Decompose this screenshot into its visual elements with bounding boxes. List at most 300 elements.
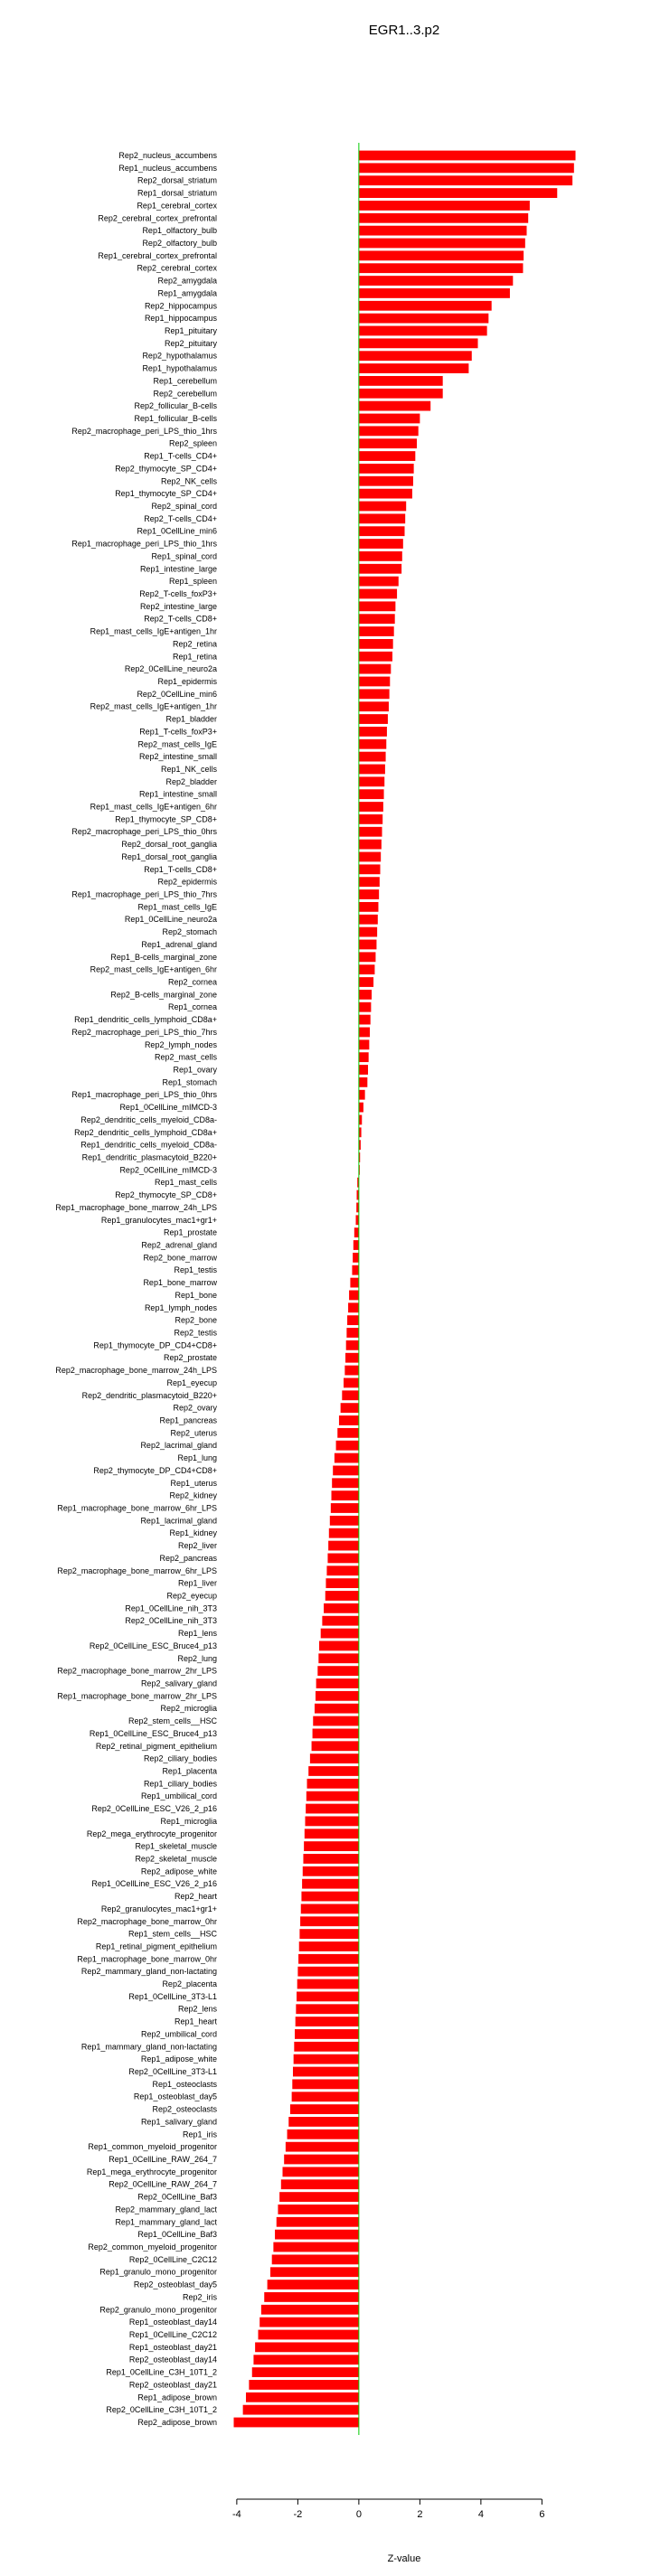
category-label: Rep1_common_myeloid_progenitor — [88, 2142, 217, 2152]
bar — [359, 852, 381, 862]
bar — [359, 502, 406, 512]
category-label: Rep1_mammary_gland_lact — [115, 2217, 217, 2227]
category-label: Rep1_lung — [177, 1453, 217, 1463]
bar — [318, 1653, 359, 1663]
bar — [306, 1804, 359, 1814]
bar — [359, 639, 393, 649]
bar — [313, 1729, 359, 1739]
bar — [359, 239, 525, 249]
category-label: Rep2_microglia — [160, 1704, 217, 1714]
bar — [359, 551, 402, 561]
x-tick-label: 0 — [355, 2509, 362, 2520]
category-label: Rep2_T-cells_CD4+ — [144, 513, 217, 523]
category-label: Rep2_T-cells_foxP3+ — [139, 588, 217, 598]
category-label: Rep1_adipose_brown — [137, 2393, 217, 2402]
bar — [359, 1002, 372, 1012]
category-label: Rep1_T-cells_foxP3+ — [139, 727, 217, 737]
category-label: Rep2_testis — [174, 1328, 217, 1338]
category-label: Rep1_lymph_nodes — [144, 1302, 217, 1312]
category-label: Rep1_lens — [177, 1629, 217, 1639]
bar — [347, 1315, 359, 1325]
bar — [359, 714, 388, 724]
category-label: Rep2_cornea — [167, 977, 217, 987]
bar — [359, 990, 372, 1000]
category-label: Rep1_macrophage_bone_marrow_6hr_LPS — [57, 1503, 217, 1513]
bar — [359, 301, 492, 311]
category-label: Rep2_cerebral_cortex_prefrontal — [98, 213, 217, 223]
category-label: Rep2_mast_cells_IgE+antigen_6hr — [90, 964, 217, 974]
bar — [297, 1967, 359, 1977]
x-axis — [232, 2499, 544, 2520]
category-label: Rep2_granulocytes_mac1+gr1+ — [100, 1904, 217, 1913]
category-label: Rep2_macrophage_bone_marrow_24h_LPS — [55, 1366, 217, 1376]
bar — [359, 564, 401, 574]
category-label: Rep2_bone_marrow — [143, 1253, 217, 1263]
bars-group — [234, 151, 576, 2428]
category-label: Rep2_bone — [175, 1315, 217, 1325]
category-label: Rep1_skeletal_muscle — [135, 1841, 217, 1851]
bar — [307, 1779, 359, 1789]
category-label: Rep2_0CellLine_mIMCD-3 — [119, 1165, 217, 1175]
bar — [346, 1340, 359, 1350]
bar — [275, 2230, 359, 2240]
category-label: Rep2_0CellLine_ESC_V26_2_p16 — [91, 1804, 217, 1814]
bar — [336, 1441, 359, 1451]
category-label: Rep1_mast_cells — [154, 1178, 217, 1188]
category-label: Rep1_olfactory_bulb — [142, 226, 217, 236]
bar — [249, 2380, 359, 2390]
category-label: Rep1_macrophage_bone_marrow_0hr — [77, 1954, 217, 1964]
bar — [305, 1829, 359, 1838]
category-label: Rep1_spinal_cord — [151, 551, 217, 561]
category-label: Rep2_common_myeloid_progenitor — [88, 2242, 217, 2252]
bar — [359, 789, 384, 799]
category-label: Rep1_microglia — [160, 1816, 217, 1826]
category-label: Rep2_cerebellum — [153, 389, 217, 399]
category-label: Rep2_olfactory_bulb — [142, 238, 217, 248]
bar — [332, 1490, 359, 1500]
category-label: Rep1_macrophage_peri_LPS_thio_1hrs — [71, 539, 217, 549]
bar — [359, 288, 510, 298]
category-label: Rep2_bladder — [165, 776, 217, 786]
category-label: Rep2_dendritic_cells_myeloid_CD8a- — [80, 1114, 217, 1124]
category-label: Rep1_cerebellum — [153, 376, 217, 386]
category-label: Rep1_bone_marrow — [143, 1278, 217, 1288]
category-label: Rep2_amygdala — [157, 276, 217, 286]
bar — [324, 1603, 359, 1613]
bar — [359, 1090, 365, 1100]
bar — [319, 1641, 359, 1651]
bar — [359, 877, 380, 887]
category-label: Rep2_osteoblast_day21 — [128, 2380, 217, 2390]
category-label: Rep1_mega_erythrocyte_progenitor — [86, 2167, 217, 2176]
bar — [304, 1841, 359, 1851]
bar — [301, 1892, 358, 1902]
bar — [277, 2217, 359, 2227]
bar — [359, 652, 392, 662]
category-label: Rep1_heart — [174, 2017, 217, 2026]
bar — [317, 1666, 359, 1676]
bar — [359, 1039, 369, 1049]
category-label: Rep1_dendritic_plasmacytoid_B220+ — [81, 1152, 217, 1162]
bar — [350, 1278, 358, 1288]
bar — [333, 1466, 359, 1476]
category-label: Rep2_pituitary — [164, 338, 217, 348]
bar — [339, 1415, 359, 1425]
category-label: Rep1_salivary_gland — [140, 2117, 217, 2127]
category-label: Rep2_eyecup — [166, 1591, 217, 1601]
bar — [359, 614, 395, 624]
category-label: Rep2_lung — [177, 1653, 217, 1663]
category-label: Rep1_granulo_mono_progenitor — [99, 2267, 217, 2277]
bar — [359, 1103, 363, 1113]
bar — [359, 451, 415, 461]
category-label: Rep2_stem_cells__HSC — [127, 1716, 217, 1726]
bar — [302, 1879, 359, 1889]
bar — [359, 739, 386, 749]
category-label: Rep1_liver — [177, 1578, 217, 1588]
category-label: Rep1_macrophage_peri_LPS_thio_0hrs — [71, 1090, 217, 1100]
bar — [359, 213, 528, 223]
category-label: Rep2_iris — [182, 2292, 217, 2302]
category-label: Rep2_stomach — [162, 927, 217, 937]
category-label: Rep2_lens — [177, 2004, 217, 2014]
category-label: Rep1_amygdala — [157, 288, 217, 298]
category-label: Rep1_NK_cells — [160, 764, 217, 774]
category-label: Rep2_lymph_nodes — [144, 1039, 217, 1049]
category-label: Rep1_0CellLine_RAW_264_7 — [108, 2155, 217, 2165]
bar — [359, 889, 379, 899]
bar — [359, 476, 413, 486]
category-label: Rep1_kidney — [169, 1528, 217, 1538]
category-label: Rep1_osteoblast_day14 — [128, 2317, 217, 2327]
bar — [359, 526, 405, 536]
category-label: Rep2_liver — [177, 1541, 217, 1551]
category-label: Rep1_0CellLine_Baf3 — [137, 2230, 217, 2240]
category-label: Rep2_dorsal_striatum — [137, 175, 217, 185]
bar — [346, 1328, 359, 1338]
bar — [255, 2342, 359, 2352]
bar — [283, 2167, 359, 2176]
bar — [359, 376, 443, 386]
category-label: Rep1_0CellLine_C3H_10T1_2 — [106, 2367, 217, 2377]
category-label: Rep1_eyecup — [166, 1377, 217, 1387]
category-label: Rep2_dendritic_cells_lymphoid_CD8a+ — [74, 1127, 217, 1137]
category-label: Rep2_ovary — [173, 1403, 217, 1413]
category-label: Rep2_0CellLine_Baf3 — [137, 2192, 217, 2202]
bar — [328, 1541, 359, 1551]
bar — [259, 2317, 359, 2327]
category-label: Rep1_osteoblast_day5 — [133, 2092, 217, 2101]
bar — [270, 2267, 359, 2277]
category-label: Rep2_spleen — [168, 438, 217, 448]
category-label: Rep1_cornea — [167, 1002, 217, 1012]
category-label: Rep1_spleen — [168, 577, 217, 587]
bar — [286, 2142, 359, 2152]
bar — [359, 263, 524, 273]
bar — [337, 1428, 359, 1438]
bar — [293, 2067, 359, 2077]
bar — [305, 1816, 358, 1826]
category-label: Rep2_NK_cells — [160, 476, 217, 486]
bar — [359, 664, 391, 674]
category-label: Rep1_hypothalamus — [142, 363, 217, 373]
category-label: Rep2_0CellLine_ESC_Bruce4_p13 — [89, 1641, 217, 1650]
bar — [359, 351, 472, 361]
category-label: Rep2_spinal_cord — [151, 501, 217, 511]
category-label: Rep2_heart — [174, 1892, 217, 1902]
bar — [359, 902, 379, 912]
category-label: Rep2_hippocampus — [144, 301, 217, 311]
category-label: Rep1_dorsal_striatum — [137, 188, 217, 198]
category-label: Rep2_macrophage_bone_marrow_0hr — [77, 1916, 217, 1926]
category-label: Rep2_osteoblast_day14 — [128, 2355, 217, 2364]
bar — [259, 2330, 359, 2340]
bar — [331, 1503, 359, 1513]
category-label: Rep1_osteoclasts — [152, 2079, 217, 2089]
category-label: Rep2_retinal_pigment_epithelium — [95, 1741, 217, 1751]
category-label: Rep2_T-cells_CD8+ — [144, 614, 217, 624]
category-label: Rep2_0CellLine_3T3-L1 — [128, 2067, 217, 2077]
category-label: Rep2_lacrimal_gland — [140, 1441, 217, 1451]
bar — [359, 752, 386, 762]
bar — [359, 577, 399, 587]
category-label: Rep1_thymocyte_SP_CD4+ — [115, 489, 217, 499]
bar — [348, 1302, 359, 1312]
category-label: Rep2_granulo_mono_progenitor — [99, 2305, 217, 2315]
category-label: Rep1_ciliary_bodies — [143, 1779, 217, 1789]
category-label: Rep2_0CellLine_neuro2a — [124, 664, 217, 674]
category-label: Rep1_testis — [174, 1265, 217, 1275]
bar — [359, 601, 396, 611]
category-label: Rep2_macrophage_peri_LPS_thio_7hrs — [71, 1027, 217, 1037]
category-label: Rep1_macrophage_peri_LPS_thio_7hrs — [71, 889, 217, 899]
category-label: Rep2_follicular_B-cells — [134, 401, 217, 411]
chart-title: EGR1..3.p2 — [368, 23, 440, 38]
category-label: Rep1_T-cells_CD8+ — [144, 864, 217, 874]
category-label: Rep1_osteoblast_day21 — [128, 2342, 217, 2352]
category-label: Rep1_hippocampus — [144, 314, 217, 324]
bar — [359, 589, 397, 599]
bar — [326, 1591, 359, 1601]
category-label: Rep1_thymocyte_SP_CD8+ — [115, 814, 217, 824]
bar — [335, 1453, 359, 1463]
category-label: Rep1_0CellLine_nih_3T3 — [125, 1603, 217, 1613]
bar — [288, 2129, 359, 2139]
bar — [297, 1979, 359, 1989]
category-label: Rep1_ovary — [173, 1065, 217, 1075]
bar — [359, 513, 405, 523]
bar — [359, 689, 390, 699]
category-label: Rep2_intestine_large — [139, 601, 217, 611]
bar — [359, 314, 488, 324]
category-label: Rep2_ciliary_bodies — [143, 1753, 217, 1763]
category-label: Rep2_mammary_gland_lact — [115, 2205, 217, 2214]
bar — [310, 1753, 359, 1763]
category-label: Rep2_mega_erythrocyte_progenitor — [86, 1829, 217, 1838]
bar — [345, 1353, 359, 1363]
category-label: Rep2_adrenal_gland — [141, 1240, 217, 1250]
bar — [261, 2305, 359, 2315]
bar — [321, 1629, 359, 1639]
category-label: Rep2_pancreas — [159, 1553, 217, 1563]
bar — [349, 1291, 359, 1301]
bar — [359, 326, 487, 336]
bar — [288, 2117, 359, 2127]
category-label: Rep2_nucleus_accumbens — [118, 151, 217, 160]
bar — [359, 338, 478, 348]
category-label: Rep1_retinal_pigment_epithelium — [95, 1941, 217, 1951]
bar — [344, 1366, 359, 1376]
bar — [330, 1516, 359, 1526]
category-label: Rep1_nucleus_accumbens — [118, 163, 217, 173]
category-label: Rep1_0CellLine_neuro2a — [124, 915, 217, 925]
category-label: Rep1_T-cells_CD4+ — [144, 451, 217, 461]
bar — [268, 2280, 359, 2289]
bar — [359, 175, 572, 185]
bar — [354, 1240, 359, 1250]
category-label: Rep1_thymocyte_DP_CD4+CD8+ — [93, 1340, 217, 1350]
category-label: Rep2_placenta — [162, 1979, 217, 1989]
bar — [303, 1854, 358, 1864]
category-label: Rep2_osteoblast_day5 — [133, 2280, 217, 2289]
category-label: Rep1_pituitary — [164, 325, 217, 335]
bar — [359, 626, 394, 636]
bar — [359, 915, 378, 925]
category-label: Rep1_adrenal_gland — [141, 939, 217, 949]
bar — [359, 727, 387, 737]
bar — [359, 840, 382, 850]
bar — [313, 1716, 359, 1726]
category-label: Rep2_mast_cells_IgE+antigen_1hr — [90, 701, 217, 711]
bar — [359, 163, 574, 173]
bar — [359, 964, 375, 974]
bar — [297, 1991, 359, 2001]
bar — [359, 1065, 368, 1075]
bar — [315, 1704, 359, 1714]
category-label: Rep1_macrophage_bone_marrow_24h_LPS — [55, 1202, 217, 1212]
bar — [308, 1766, 359, 1776]
x-axis-label: Z-value — [387, 2553, 421, 2564]
bar — [281, 2179, 359, 2189]
bar — [326, 1565, 358, 1575]
category-label: Rep1_B-cells_marginal_zone — [110, 952, 217, 962]
bar — [353, 1253, 359, 1263]
bar — [279, 2192, 359, 2202]
category-label: Rep2_intestine_small — [138, 752, 217, 762]
bar — [300, 1916, 359, 1926]
bar — [253, 2355, 358, 2364]
bar — [359, 1015, 371, 1025]
bar — [246, 2393, 359, 2402]
category-label: Rep1_0CellLine_ESC_Bruce4_p13 — [89, 1728, 217, 1738]
category-label: Rep2_macrophage_peri_LPS_thio_1hrs — [71, 426, 217, 436]
bar — [359, 151, 576, 161]
category-label: Rep1_mast_cells_IgE — [137, 902, 217, 912]
x-tick-label: -4 — [231, 2509, 241, 2520]
category-label: Rep1_cerebral_cortex_prefrontal — [98, 250, 217, 260]
bar — [359, 489, 412, 499]
bar — [359, 401, 430, 411]
category-label: Rep2_skeletal_muscle — [135, 1854, 217, 1864]
category-label: Rep1_0CellLine_C2C12 — [128, 2330, 217, 2340]
category-label: Rep2_mammary_gland_non-lactating — [80, 1967, 217, 1977]
category-label: Rep2_0CellLine_C2C12 — [128, 2254, 217, 2264]
bar — [359, 363, 469, 373]
x-tick-label: 4 — [477, 2509, 484, 2520]
bar — [332, 1478, 359, 1488]
bar — [234, 2418, 359, 2428]
category-label: Rep2_retina — [172, 639, 217, 649]
category-labels-group — [55, 151, 217, 2427]
category-label: Rep2_thymocyte_SP_CD8+ — [115, 1190, 217, 1200]
bar — [295, 2029, 359, 2039]
x-tick-label: -2 — [293, 2509, 303, 2520]
category-label: Rep2_umbilical_cord — [140, 2029, 217, 2039]
bar — [359, 927, 377, 937]
bar — [329, 1528, 359, 1538]
category-label: Rep1_0CellLine_3T3-L1 — [128, 1991, 217, 2001]
category-label: Rep2_kidney — [169, 1490, 217, 1500]
bar — [359, 201, 530, 211]
category-label: Rep2_uterus — [170, 1428, 217, 1438]
bar — [359, 226, 527, 236]
category-label: Rep2_dorsal_root_ganglia — [121, 840, 217, 850]
category-label: Rep1_retina — [172, 652, 217, 662]
category-label: Rep1_intestine_large — [139, 564, 217, 574]
bar — [243, 2405, 359, 2415]
bar — [359, 802, 383, 812]
category-label: Rep2_hypothalamus — [142, 351, 217, 361]
category-label: Rep1_placenta — [162, 1766, 217, 1776]
bar — [299, 1941, 359, 1951]
bar — [359, 1077, 367, 1087]
bar — [273, 2242, 359, 2252]
bar — [359, 1052, 369, 1062]
x-tick-label: 6 — [539, 2509, 545, 2520]
category-label: Rep2_cerebral_cortex — [137, 263, 217, 273]
category-label: Rep1_epidermis — [157, 676, 217, 686]
bar — [322, 1616, 359, 1626]
category-label: Rep1_intestine_small — [138, 789, 217, 799]
bar — [341, 1403, 359, 1413]
bar — [316, 1678, 359, 1688]
category-label: Rep1_mast_cells_IgE+antigen_6hr — [90, 802, 217, 812]
bar — [359, 426, 419, 436]
bar — [326, 1578, 358, 1588]
category-label: Rep1_lacrimal_gland — [140, 1516, 217, 1526]
bar — [359, 701, 389, 711]
category-label: Rep1_0CellLine_mIMCD-3 — [119, 1103, 217, 1113]
category-label: Rep1_dendritic_cells_lymphoid_CD8a+ — [74, 1015, 217, 1025]
bar — [294, 2054, 359, 2064]
bar — [359, 1028, 370, 1038]
category-label: Rep1_cerebral_cortex — [137, 201, 217, 211]
bar — [272, 2254, 359, 2264]
bar — [292, 2092, 359, 2101]
bar — [303, 1866, 359, 1876]
bar — [252, 2367, 359, 2377]
bar — [359, 188, 557, 198]
x-tick-label: 2 — [417, 2509, 423, 2520]
bar — [359, 539, 403, 549]
category-label: Rep2_0CellLine_nih_3T3 — [125, 1616, 217, 1626]
bar — [342, 1390, 359, 1400]
bar — [292, 2079, 359, 2089]
category-label: Rep1_granulocytes_mac1+gr1+ — [100, 1215, 217, 1225]
bar — [359, 776, 384, 786]
category-label: Rep1_follicular_B-cells — [134, 413, 217, 423]
